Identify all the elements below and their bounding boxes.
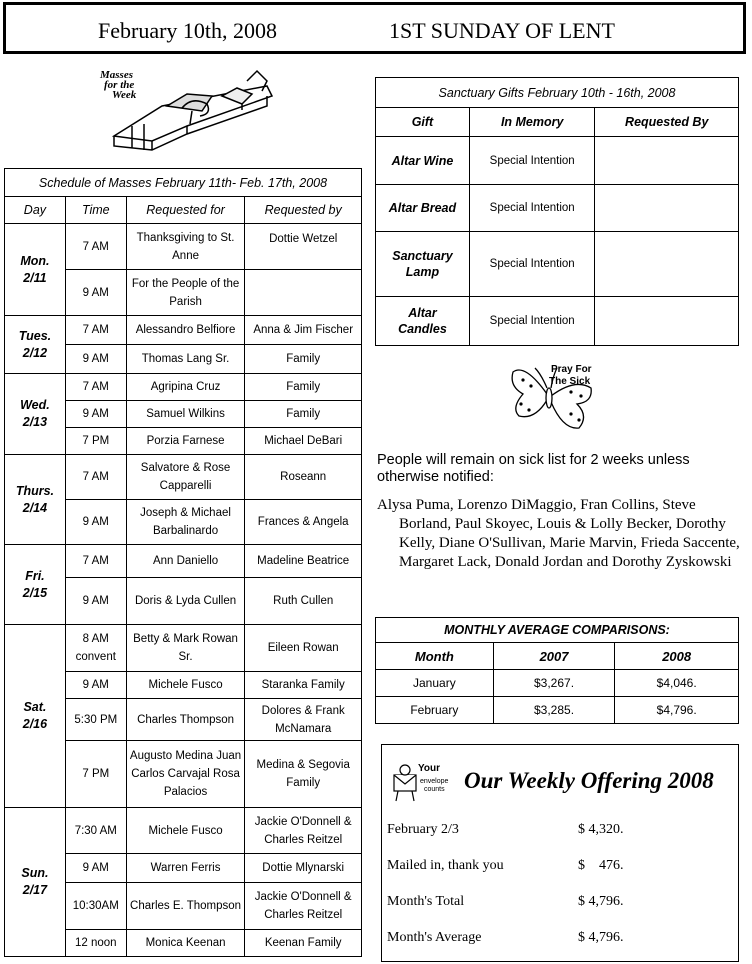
time-cell: 7 AM — [65, 374, 126, 401]
envelope-logo-line1: Your — [418, 763, 441, 774]
table-row — [376, 137, 739, 185]
requested-by-cell: Medina & Segovia Family — [245, 741, 362, 808]
requested-by-cell: Keenan Family — [245, 930, 362, 957]
time-cell: 9 AM — [65, 854, 126, 883]
schedule-header-by: Requested by — [245, 197, 362, 224]
requested-for-cell: Alessandro Belfiore — [126, 316, 245, 345]
page-header — [3, 2, 746, 54]
table-row — [5, 224, 362, 270]
requested-by-cell — [595, 185, 739, 232]
requested-for-cell: Samuel Wilkins — [126, 401, 245, 428]
table-row — [5, 374, 362, 401]
table-row — [376, 232, 739, 297]
gifts-header-memory: In Memory — [469, 108, 595, 137]
requested-by-cell: Staranka Family — [245, 672, 362, 699]
requested-by-cell: Dolores & Frank McNamara — [245, 699, 362, 741]
requested-by-cell — [245, 270, 362, 316]
requested-by-cell: Eileen Rowan — [245, 625, 362, 672]
masses-logo-line1: Masses — [100, 69, 134, 81]
table-row — [5, 808, 362, 854]
masses-for-the-week-logo — [92, 66, 282, 158]
requested-for-cell: Doris & Lyda Cullen — [126, 578, 245, 625]
table-row — [5, 625, 362, 672]
gift-cell: Altar Wine — [376, 137, 470, 185]
time-cell: 7 AM — [65, 316, 126, 345]
time-cell: 7 AM — [65, 455, 126, 500]
offering-title: Our Weekly Offering 2008 — [464, 768, 714, 793]
requested-for-cell: Michele Fusco — [126, 808, 245, 854]
requested-by-cell — [595, 297, 739, 346]
requested-by-cell: Family — [245, 374, 362, 401]
offering-value: $ 4,796. — [578, 930, 624, 945]
offering-label: Month's Average — [387, 930, 482, 945]
offering-label: Month's Total — [387, 894, 465, 909]
requested-for-cell: Charles Thompson — [126, 699, 245, 741]
pray-line1: Pray For — [551, 364, 592, 375]
time-cell: 5:30 PM — [65, 699, 126, 741]
requested-by-cell: Ruth Cullen — [245, 578, 362, 625]
requested-for-cell: Charles E. Thompson — [126, 883, 245, 930]
requested-for-cell: Agripina Cruz — [126, 374, 245, 401]
requested-for-cell: For the People of the Parish — [126, 270, 245, 316]
gift-cell: Altar Candles — [376, 297, 470, 346]
time-cell: 9 AM — [65, 401, 126, 428]
requested-by-cell — [595, 232, 739, 297]
offering-value: $ 4,796. — [578, 894, 624, 909]
sanctuary-gifts-table — [375, 77, 739, 346]
day-cell: Thurs. 2/14 — [5, 455, 66, 545]
requested-by-cell: Jackie O'Donnell & Charles Reitzel — [245, 883, 362, 930]
schedule-caption: Schedule of Masses February 11th- Feb. 17th, 2008 — [5, 169, 362, 197]
value-2007-cell: $3,285. — [493, 697, 615, 724]
value-2008-cell: $4,796. — [615, 697, 739, 724]
requested-for-cell: Monica Keenan — [126, 930, 245, 957]
monthly-header-month: Month — [376, 643, 494, 670]
day-cell: Fri. 2/15 — [5, 545, 66, 625]
gift-cell: Altar Bread — [376, 185, 470, 232]
monthly-header-2008: 2008 — [615, 643, 739, 670]
time-cell: 9 AM — [65, 578, 126, 625]
monthly-comparison-table — [375, 617, 739, 724]
envelope-logo-line3: counts — [424, 786, 445, 793]
requested-for-cell: Thanksgiving to St. Anne — [126, 224, 245, 270]
masses-logo-line3: Week — [112, 89, 137, 101]
sick-list-names: Alysa Puma, Lorenzo DiMaggio, Fran Collins, Steve Borland, Paul Skoyec, Louis & Lolly Becker, Dorothy Kelly, Diane O'Sullivan, Marie Marvin, Frieda Saccente, Margaret Lack, Donald Jordan and Dorothy Zyskowski — [377, 497, 740, 570]
table-row — [376, 670, 739, 697]
header-title: 1ST SUNDAY OF LENT — [389, 18, 615, 43]
gifts-header-gift: Gift — [376, 108, 470, 137]
requested-by-cell — [595, 137, 739, 185]
requested-for-cell: Salvatore & Rose Capparelli — [126, 455, 245, 500]
time-cell: 10:30AM — [65, 883, 126, 930]
requested-by-cell: Dottie Mlynarski — [245, 854, 362, 883]
schedule-header-for: Requested for — [126, 197, 245, 224]
memory-cell: Special Intention — [469, 137, 595, 185]
time-cell: 7 AM — [65, 224, 126, 270]
offering-value: $ 476. — [578, 858, 624, 873]
time-cell: 9 AM — [65, 500, 126, 545]
requested-by-cell: Anna & Jim Fischer — [245, 316, 362, 345]
value-2007-cell: $3,267. — [493, 670, 615, 697]
offering-value: $ 4,320. — [578, 822, 624, 837]
requested-for-cell: Betty & Mark Rowan Sr. — [126, 625, 245, 672]
memory-cell: Special Intention — [469, 232, 595, 297]
pray-line2: The Sick — [549, 376, 591, 387]
requested-for-cell: Thomas Lang Sr. — [126, 345, 245, 374]
time-cell: 9 AM — [65, 345, 126, 374]
day-cell: Sun. 2/17 — [5, 808, 66, 957]
time-cell: 7 AM — [65, 545, 126, 578]
day-cell: Mon. 2/11 — [5, 224, 66, 316]
offering-label: February 2/3 — [387, 822, 459, 837]
table-row — [5, 455, 362, 500]
requested-by-cell: Dottie Wetzel — [245, 224, 362, 270]
requested-by-cell: Frances & Angela — [245, 500, 362, 545]
table-row — [5, 545, 362, 578]
time-cell: 9 AM — [65, 270, 126, 316]
month-cell: February — [376, 697, 494, 724]
time-cell: 7 PM — [65, 428, 126, 455]
requested-by-cell: Roseann — [245, 455, 362, 500]
day-cell: Sat. 2/16 — [5, 625, 66, 808]
offering-label: Mailed in, thank you — [387, 858, 504, 873]
gifts-header-by: Requested By — [595, 108, 739, 137]
requested-for-cell: Ann Daniello — [126, 545, 245, 578]
time-cell: 7 PM — [65, 741, 126, 808]
time-cell: 7:30 AM — [65, 808, 126, 854]
day-cell: Wed. 2/13 — [5, 374, 66, 455]
envelope-logo-line2: envelope — [420, 778, 449, 785]
requested-by-cell: Family — [245, 345, 362, 374]
monthly-caption: MONTHLY AVERAGE COMPARISONS: — [376, 618, 739, 643]
table-row — [376, 185, 739, 232]
month-cell: January — [376, 670, 494, 697]
table-row — [376, 697, 739, 724]
requested-for-cell: Warren Ferris — [126, 854, 245, 883]
memory-cell: Special Intention — [469, 185, 595, 232]
time-cell: 12 noon — [65, 930, 126, 957]
sick-list-note: People will remain on sick list for 2 weeks unless otherwise notified: — [377, 452, 690, 485]
requested-by-cell: Michael DeBari — [245, 428, 362, 455]
requested-for-cell: Porzia Farnese — [126, 428, 245, 455]
table-row — [376, 297, 739, 346]
gift-cell: Sanctuary Lamp — [376, 232, 470, 297]
schedule-header-day: Day — [5, 197, 66, 224]
envelope-icon — [390, 761, 460, 807]
weekly-offering-box — [381, 744, 739, 962]
requested-for-cell: Augusto Medina Juan Carlos Carvajal Rosa Palacios — [126, 741, 245, 808]
requested-for-cell: Joseph & Michael Barbalinardo — [126, 500, 245, 545]
requested-for-cell: Michele Fusco — [126, 672, 245, 699]
schedule-header-time: Time — [65, 197, 126, 224]
requested-by-cell: Madeline Beatrice — [245, 545, 362, 578]
requested-by-cell: Family — [245, 401, 362, 428]
header-date: February 10th, 2008 — [98, 18, 278, 43]
requested-by-cell: Jackie O'Donnell & Charles Reitzel — [245, 808, 362, 854]
masses-logo-line2: for the — [104, 79, 135, 91]
memory-cell: Special Intention — [469, 297, 595, 346]
day-cell: Tues. 2/12 — [5, 316, 66, 374]
monthly-header-2007: 2007 — [493, 643, 615, 670]
table-row — [5, 316, 362, 345]
value-2008-cell: $4,046. — [615, 670, 739, 697]
time-cell: 9 AM — [65, 672, 126, 699]
time-cell: 8 AM convent — [65, 625, 126, 672]
gifts-caption: Sanctuary Gifts February 10th - 16th, 2008 — [376, 78, 739, 108]
schedule-table — [4, 168, 362, 957]
pray-for-the-sick-butterfly — [505, 358, 597, 436]
